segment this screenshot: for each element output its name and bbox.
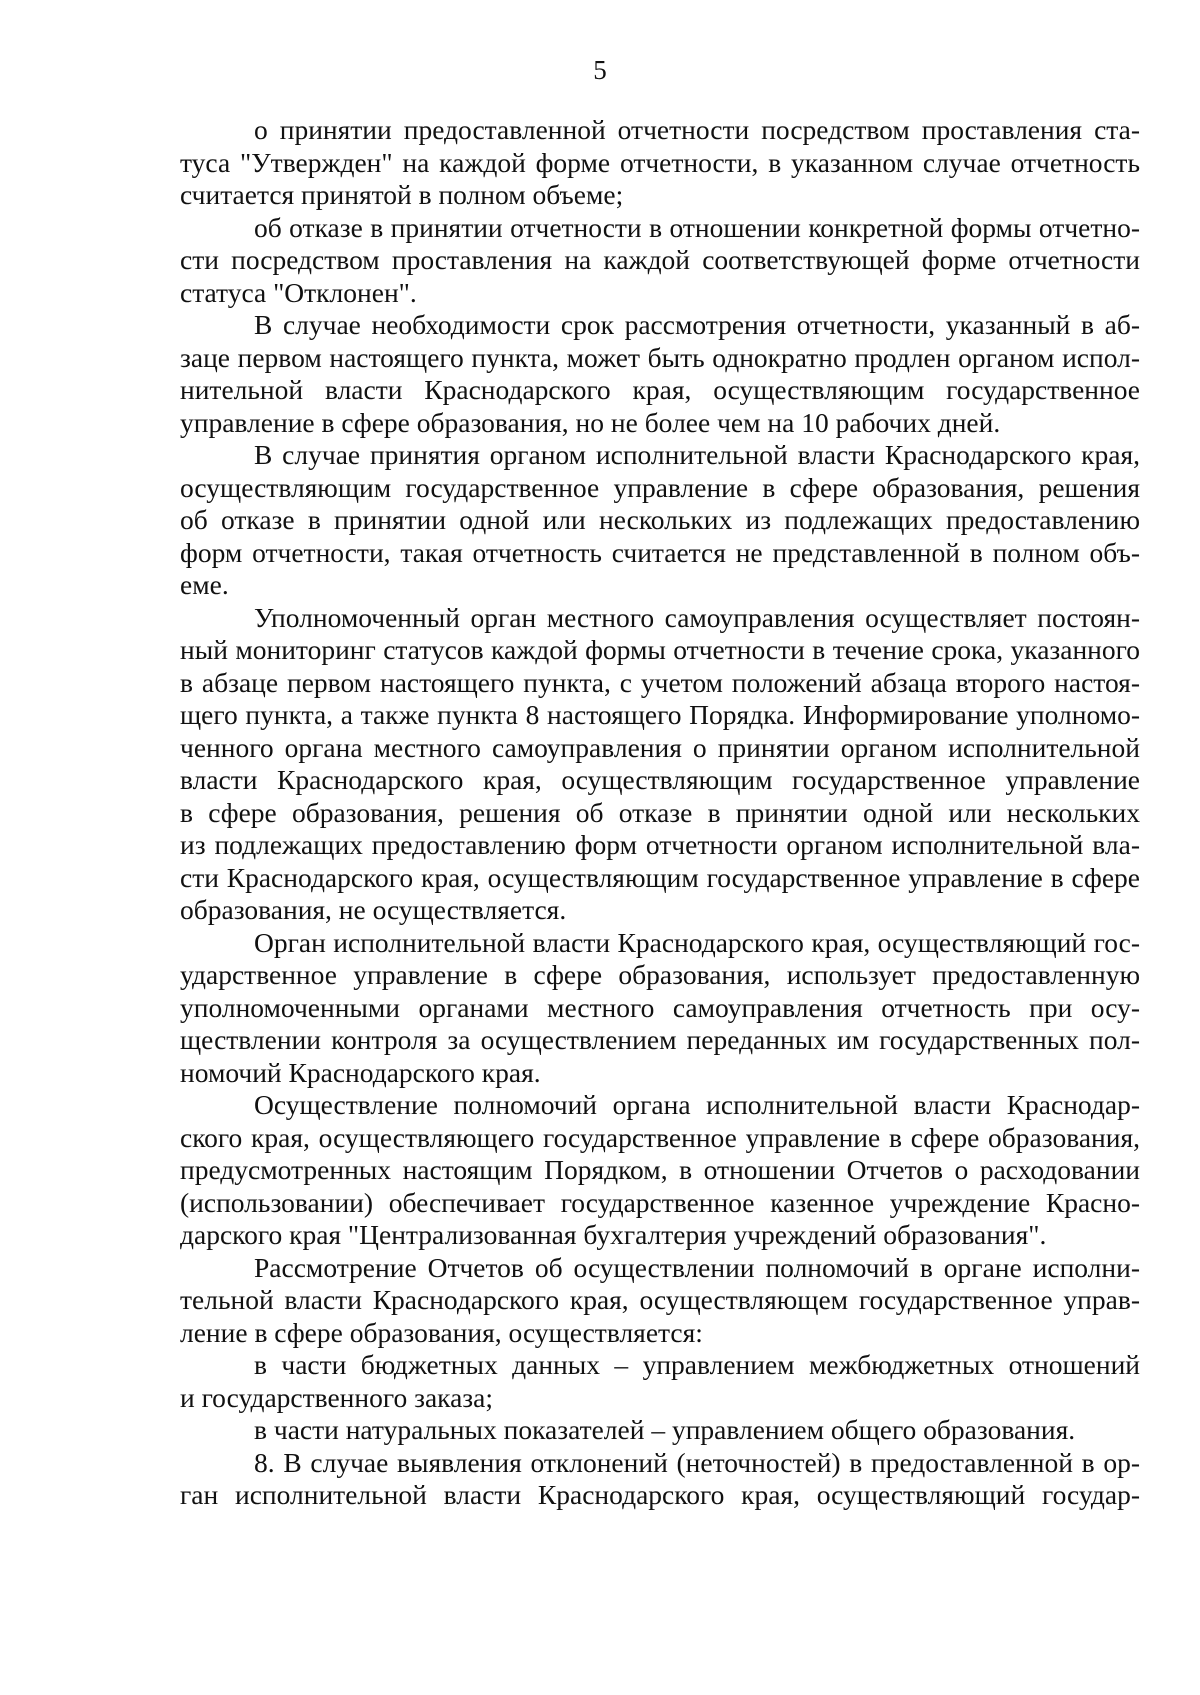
text-line: В случае необходимости срок рассмотрения отчетности, указанный в аб-: [254, 309, 1140, 340]
body-text: [180, 114, 1140, 1512]
text-line: 8. В случае выявления отклонений (неточностей) в предоставленной в ор-: [254, 1446, 1140, 1478]
text-line: ществлении контроля за осуществлением переданных им государственных пол-: [180, 1024, 1140, 1055]
text-line: ган исполнительной власти Краснодарского края, осуществляющий государ-: [180, 1479, 1140, 1510]
text-line: дарского края "Централизованная бухгалтерия учреждений образования".: [180, 1219, 1047, 1250]
text-line: в части бюджетных данных – управлением межбюджетных отношений: [254, 1349, 1140, 1380]
text-line: В случае принятия органом исполнительной власти Краснодарского края,: [254, 439, 1140, 470]
text-line: ченного органа местного самоуправления о принятии органом исполнительной: [180, 731, 1140, 763]
text-line: об отказе в принятии отчетности в отношении конкретной формы отчетно-: [254, 211, 1140, 243]
text-line: и государственного заказа;: [180, 1381, 494, 1413]
text-line: номочий Краснодарского края.: [180, 1056, 541, 1088]
text-line: (использовании) обеспечивает государственное казенное учреждение Красно-: [180, 1186, 1140, 1218]
text-line: в сфере образования, решения об отказе в принятии одной или нескольких: [180, 796, 1140, 828]
text-line: сти Краснодарского края, осуществляющим государственное управление в сфере: [180, 861, 1140, 893]
text-line: власти Краснодарского края, осуществляющим государственное управление: [180, 764, 1140, 795]
text-line: заце первом настоящего пункта, может быть однократно продлен органом испол-: [180, 341, 1140, 373]
text-line: предусмотренных настоящим Порядком, в отношении Отчетов о расходовании: [180, 1154, 1140, 1185]
text-line: сти посредством проставления на каждой соответствующей форме отчетности: [180, 244, 1140, 275]
text-line: считается принятой в полном объеме;: [180, 179, 624, 210]
text-line: осуществляющим государственное управление в сфере образования, решения: [180, 471, 1140, 503]
text-line: образования, не осуществляется.: [180, 894, 567, 925]
text-line: ударственное управление в сфере образования, использует предоставленную: [180, 959, 1140, 990]
text-line: нительной власти Краснодарского края, осуществляющим государственное: [180, 374, 1140, 405]
text-line: форм отчетности, такая отчетность считается не представленной в полном объ-: [180, 536, 1140, 568]
text-line: Уполномоченный орган местного самоуправления осуществляет постоян-: [254, 601, 1140, 633]
text-line: об отказе в принятии одной или нескольких из подлежащих предоставлению: [180, 504, 1140, 535]
text-line: еме.: [180, 569, 229, 600]
text-line: Осуществление полномочий органа исполнительной власти Краснодар-: [254, 1089, 1140, 1120]
text-line: в части натуральных показателей – управлением общего образования.: [254, 1414, 1076, 1445]
text-line: ление в сфере образования, осуществляется:: [180, 1316, 703, 1348]
text-line: ского края, осуществляющего государственное управление в сфере образования,: [180, 1121, 1140, 1153]
text-line: статуса "Отклонен".: [180, 276, 417, 308]
text-line: ный мониторинг статусов каждой формы отчетности в течение срока, указанного: [180, 634, 1140, 665]
text-line: туса "Утвержден" на каждой форме отчетности, в указанном случае отчетность: [180, 146, 1140, 178]
text-line: уполномоченными органами местного самоуправления отчетность при осу-: [180, 991, 1140, 1023]
text-line: Орган исполнительной власти Краснодарского края, осуществляющий гос-: [254, 926, 1140, 958]
page-number: 5: [593, 55, 607, 85]
text-line: управление в сфере образования, но не более чем на 10 рабочих дней.: [180, 406, 1001, 438]
text-line: щего пункта, а также пункта 8 настоящего Порядка. Информирование уполномо-: [180, 699, 1140, 730]
text-line: тельной власти Краснодарского края, осуществляющем государственное управ-: [180, 1284, 1140, 1315]
text-line: в абзаце первом настоящего пункта, с учетом положений абзаца второго настоя-: [180, 666, 1140, 698]
text-line: Рассмотрение Отчетов об осуществлении полномочий в органе исполни-: [254, 1251, 1140, 1283]
text-line: из подлежащих предоставлению форм отчетности органом исполнительной вла-: [180, 829, 1140, 860]
text-line: о принятии предоставленной отчетности посредством проставления ста-: [254, 114, 1140, 145]
